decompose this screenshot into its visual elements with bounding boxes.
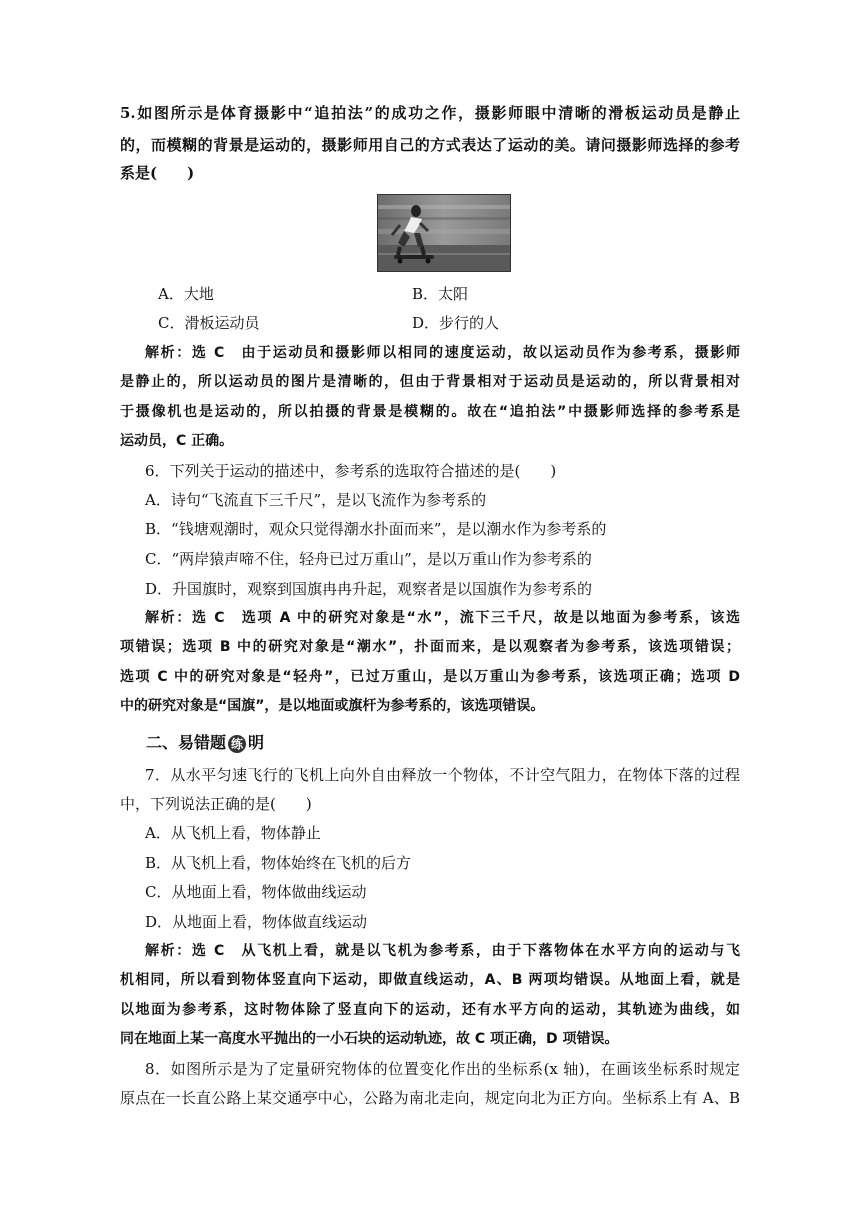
q6-option-d: D．升国旗时，观察到国旗冉冉升起，观察者是以国旗作为参考系的 — [145, 580, 593, 598]
q7-analysis-line4: 同在地面上某一高度水平抛出的一小石块的运动轨迹，故 C 项正确，D 项错误。 — [120, 1031, 619, 1047]
section-heading — [146, 733, 264, 753]
q6-stem: 6．下列关于运动的描述中，参考系的选取符合描述的是( ) — [145, 462, 557, 480]
section-title: 二、易错题 — [146, 733, 227, 752]
section-title-tail: 明 — [248, 733, 265, 752]
q5-option-d: D．步行的人 — [412, 314, 500, 332]
q5-analysis-line3: 于摄像机也是运动的，所以拍摄的背景是模糊的。故在“追拍法”中摄影师选择的参考系是 — [120, 404, 740, 420]
q7-analysis-line1: 解析：选 C 从飞机上看，就是以飞机为参考系，由于下落物体在水平方向的运动与飞 — [145, 943, 740, 959]
q8-stem-line1: 8．如图所示是为了定量研究物体的位置变化作出的坐标系(x 轴)，在画该坐标系时规定 — [145, 1060, 740, 1078]
q6-option-a: A．诗句“飞流直下三千尺”，是以飞流作为参考系的 — [145, 491, 487, 509]
q7-analysis-line3: 以地面为参考系，这时物体除了竖直向下的运动，还有水平方向的运动，其轨迹为曲线，如 — [120, 1002, 740, 1018]
q5-option-b: B．太阳 — [412, 285, 469, 303]
q5-option-a: A．大地 — [158, 285, 214, 303]
q5-stem-line3: 系是( ) — [120, 164, 195, 182]
q5-stem-line1: 5.如图所示是体育摄影中“追拍法”的成功之作，摄影师眼中清晰的滑板运动员是静止 — [120, 104, 740, 122]
q7-option-c: C．从地面上看，物体做曲线运动 — [145, 883, 367, 901]
skateboarder-photo — [377, 194, 511, 272]
q5-option-c: C．滑板运动员 — [158, 314, 260, 332]
q6-analysis-line3: 选项 C 中的研究对象是“轻舟”，已过万重山，是以万重山为参考系，该选项正确；选项 D — [120, 669, 740, 685]
q7-stem-line1: 7．从水平匀速飞行的飞机上向外自由释放一个物体，不计空气阻力，在物体下落的过程 — [145, 766, 740, 784]
q7-option-a: A．从飞机上看，物体静止 — [145, 824, 321, 842]
q5-analysis-line2: 是静止的，所以运动员的图片是清晰的，但由于背景相对于运动员是运动的，所以背景相对 — [120, 374, 740, 390]
q6-option-b: B．“钱塘观潮时，观众只觉得潮水扑面而来”，是以潮水作为参考系的 — [145, 520, 607, 538]
q6-analysis-line4: 中的研究对象是“国旗”，是以地面或旗杆为参考系的，该选项错误。 — [120, 698, 545, 714]
q6-analysis-line1: 解析：选 C 选项 A 中的研究对象是“水”，流下三千尺，故是以地面为参考系，该选 — [145, 610, 740, 626]
q5-analysis-line1: 解析：选 C 由于运动员和摄影师以相同的速度运动，故以运动员作为参考系，摄影师 — [145, 345, 740, 361]
q6-option-c: C．“两岸猿声啼不住，轻舟已过万重山”，是以万重山作为参考系的 — [145, 550, 592, 568]
section-badge: 练 — [228, 735, 246, 753]
q7-option-b: B．从飞机上看，物体始终在飞机的后方 — [145, 854, 412, 872]
q7-stem-line2: 中，下列说法正确的是( ) — [120, 795, 312, 813]
q5-stem-line2: 的，而模糊的背景是运动的，摄影师用自己的方式表达了运动的美。请问摄影师选择的参考 — [120, 136, 740, 154]
q7-analysis-line2: 机相同，所以看到物体竖直向下运动，即做直线运动，A、B 两项均错误。从地面上看，就是 — [120, 972, 740, 988]
q5-analysis-line4: 运动员，C 正确。 — [120, 433, 234, 449]
q8-stem-line2: 原点在一长直公路上某交通亭中心，公路为南北走向，规定向北为正方向。坐标系上有 A、B — [120, 1089, 740, 1107]
q6-analysis-line2: 项错误；选项 B 中的研究对象是“潮水”，扑面而来，是以观察者为参考系，该选项错误； — [120, 639, 740, 655]
q7-option-d: D．从地面上看，物体做直线运动 — [145, 913, 368, 931]
